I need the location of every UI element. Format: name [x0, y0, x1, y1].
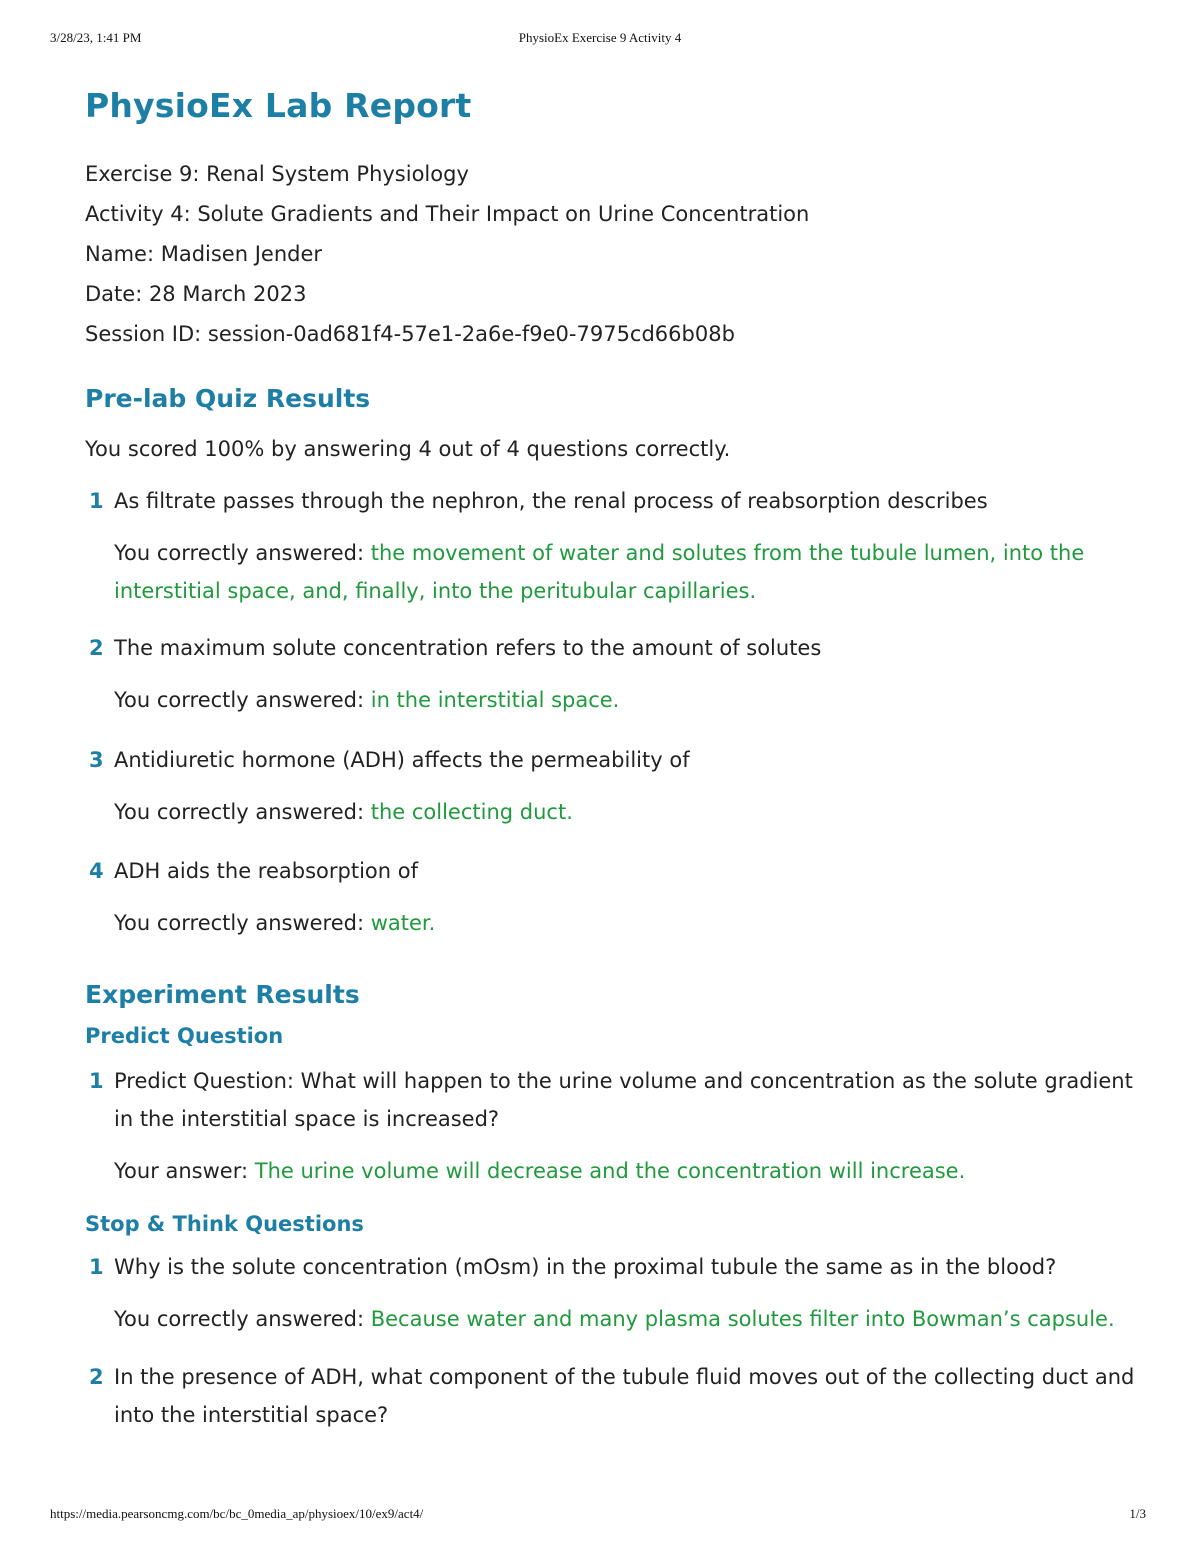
question-number: 1 [89, 489, 104, 513]
question-number: 1 [89, 1255, 104, 1279]
question-number: 4 [89, 859, 104, 883]
answer-label: You correctly answered: [114, 911, 371, 935]
answer-text: Because water and many plasma solutes filter into Bowman’s capsule. [370, 1307, 1115, 1331]
experiment-heading: Experiment Results [85, 980, 360, 1009]
answer-text: the collecting duct. [370, 800, 573, 824]
prelab-question-2 [85, 629, 1145, 667]
student-name: Name: Madisen Jender [85, 242, 323, 266]
prelab-score: You scored 100% by answering 4 out of 4 questions correctly. [85, 437, 731, 461]
stop-think-answer-1 [85, 1300, 1145, 1338]
answer-text: The urine volume will decrease and the concentration will increase. [254, 1159, 966, 1183]
question-number: 3 [89, 748, 104, 772]
question-text: Antidiuretic hormone (ADH) affects the permeability of [114, 748, 690, 772]
session-id: Session ID: session-0ad681f4-57e1-2a6e-f9e0-7975cd66b08b [85, 322, 735, 346]
prelab-answer-4 [85, 904, 1145, 942]
question-text: As filtrate passes through the nephron, the renal process of reabsorption describes [114, 489, 988, 513]
prelab-answer-2 [85, 681, 1145, 719]
exercise-line: Exercise 9: Renal System Physiology [85, 162, 469, 186]
prelab-question-1 [85, 482, 1145, 520]
print-page-number: 1/3 [1129, 1506, 1146, 1521]
report-date: Date: 28 March 2023 [85, 282, 307, 306]
prelab-question-4 [85, 852, 1145, 890]
predict-answer-1 [85, 1152, 1145, 1190]
predict-heading: Predict Question [85, 1024, 284, 1048]
stop-think-question-2 [85, 1358, 1145, 1434]
lab-report [85, 82, 1145, 1434]
answer-text: the movement of water and solutes from the tubule lumen, into the interstitial space, and, finally, into the peritubular capillaries. [114, 541, 1085, 603]
prelab-question-3 [85, 741, 1145, 779]
predict-question-1 [85, 1062, 1145, 1138]
answer-text: water. [370, 911, 436, 935]
question-number: 1 [89, 1069, 104, 1093]
question-text: In the presence of ADH, what component of the tubule fluid moves out of the collecting duct and into the interstitial space? [114, 1365, 1135, 1427]
print-datetime: 3/28/23, 1:41 PM [50, 30, 142, 45]
question-text: Why is the solute concentration (mOsm) in the proximal tubule the same as in the blood? [114, 1255, 1057, 1279]
prelab-answer-3 [85, 793, 1145, 831]
question-number: 2 [89, 1365, 104, 1389]
answer-label: You correctly answered: [114, 541, 371, 565]
answer-text: in the interstitial space. [370, 688, 620, 712]
prelab-answer-1 [85, 534, 1145, 610]
question-text: The maximum solute concentration refers to the amount of solutes [114, 636, 822, 660]
question-number: 2 [89, 636, 104, 660]
answer-label: You correctly answered: [114, 688, 371, 712]
question-text: ADH aids the reabsorption of [114, 859, 418, 883]
print-url: https://media.pearsoncmg.com/bc/bc_0media_ap/physioex/10/ex9/act4/ [50, 1506, 424, 1521]
answer-label: You correctly answered: [114, 1307, 371, 1331]
stop-think-question-1 [85, 1248, 1145, 1286]
question-text: Predict Question: What will happen to the urine volume and concentration as the solute gradient in the interstitial space is increased? [114, 1069, 1133, 1131]
print-page-title: PhysioEx Exercise 9 Activity 4 [518, 30, 682, 45]
answer-label: You correctly answered: [114, 800, 371, 824]
stop-think-heading: Stop & Think Questions [85, 1212, 364, 1236]
activity-line: Activity 4: Solute Gradients and Their Impact on Urine Concentration [85, 202, 810, 226]
answer-label: Your answer: [114, 1159, 255, 1183]
prelab-heading: Pre-lab Quiz Results [85, 384, 371, 413]
report-title: PhysioEx Lab Report [85, 86, 472, 125]
